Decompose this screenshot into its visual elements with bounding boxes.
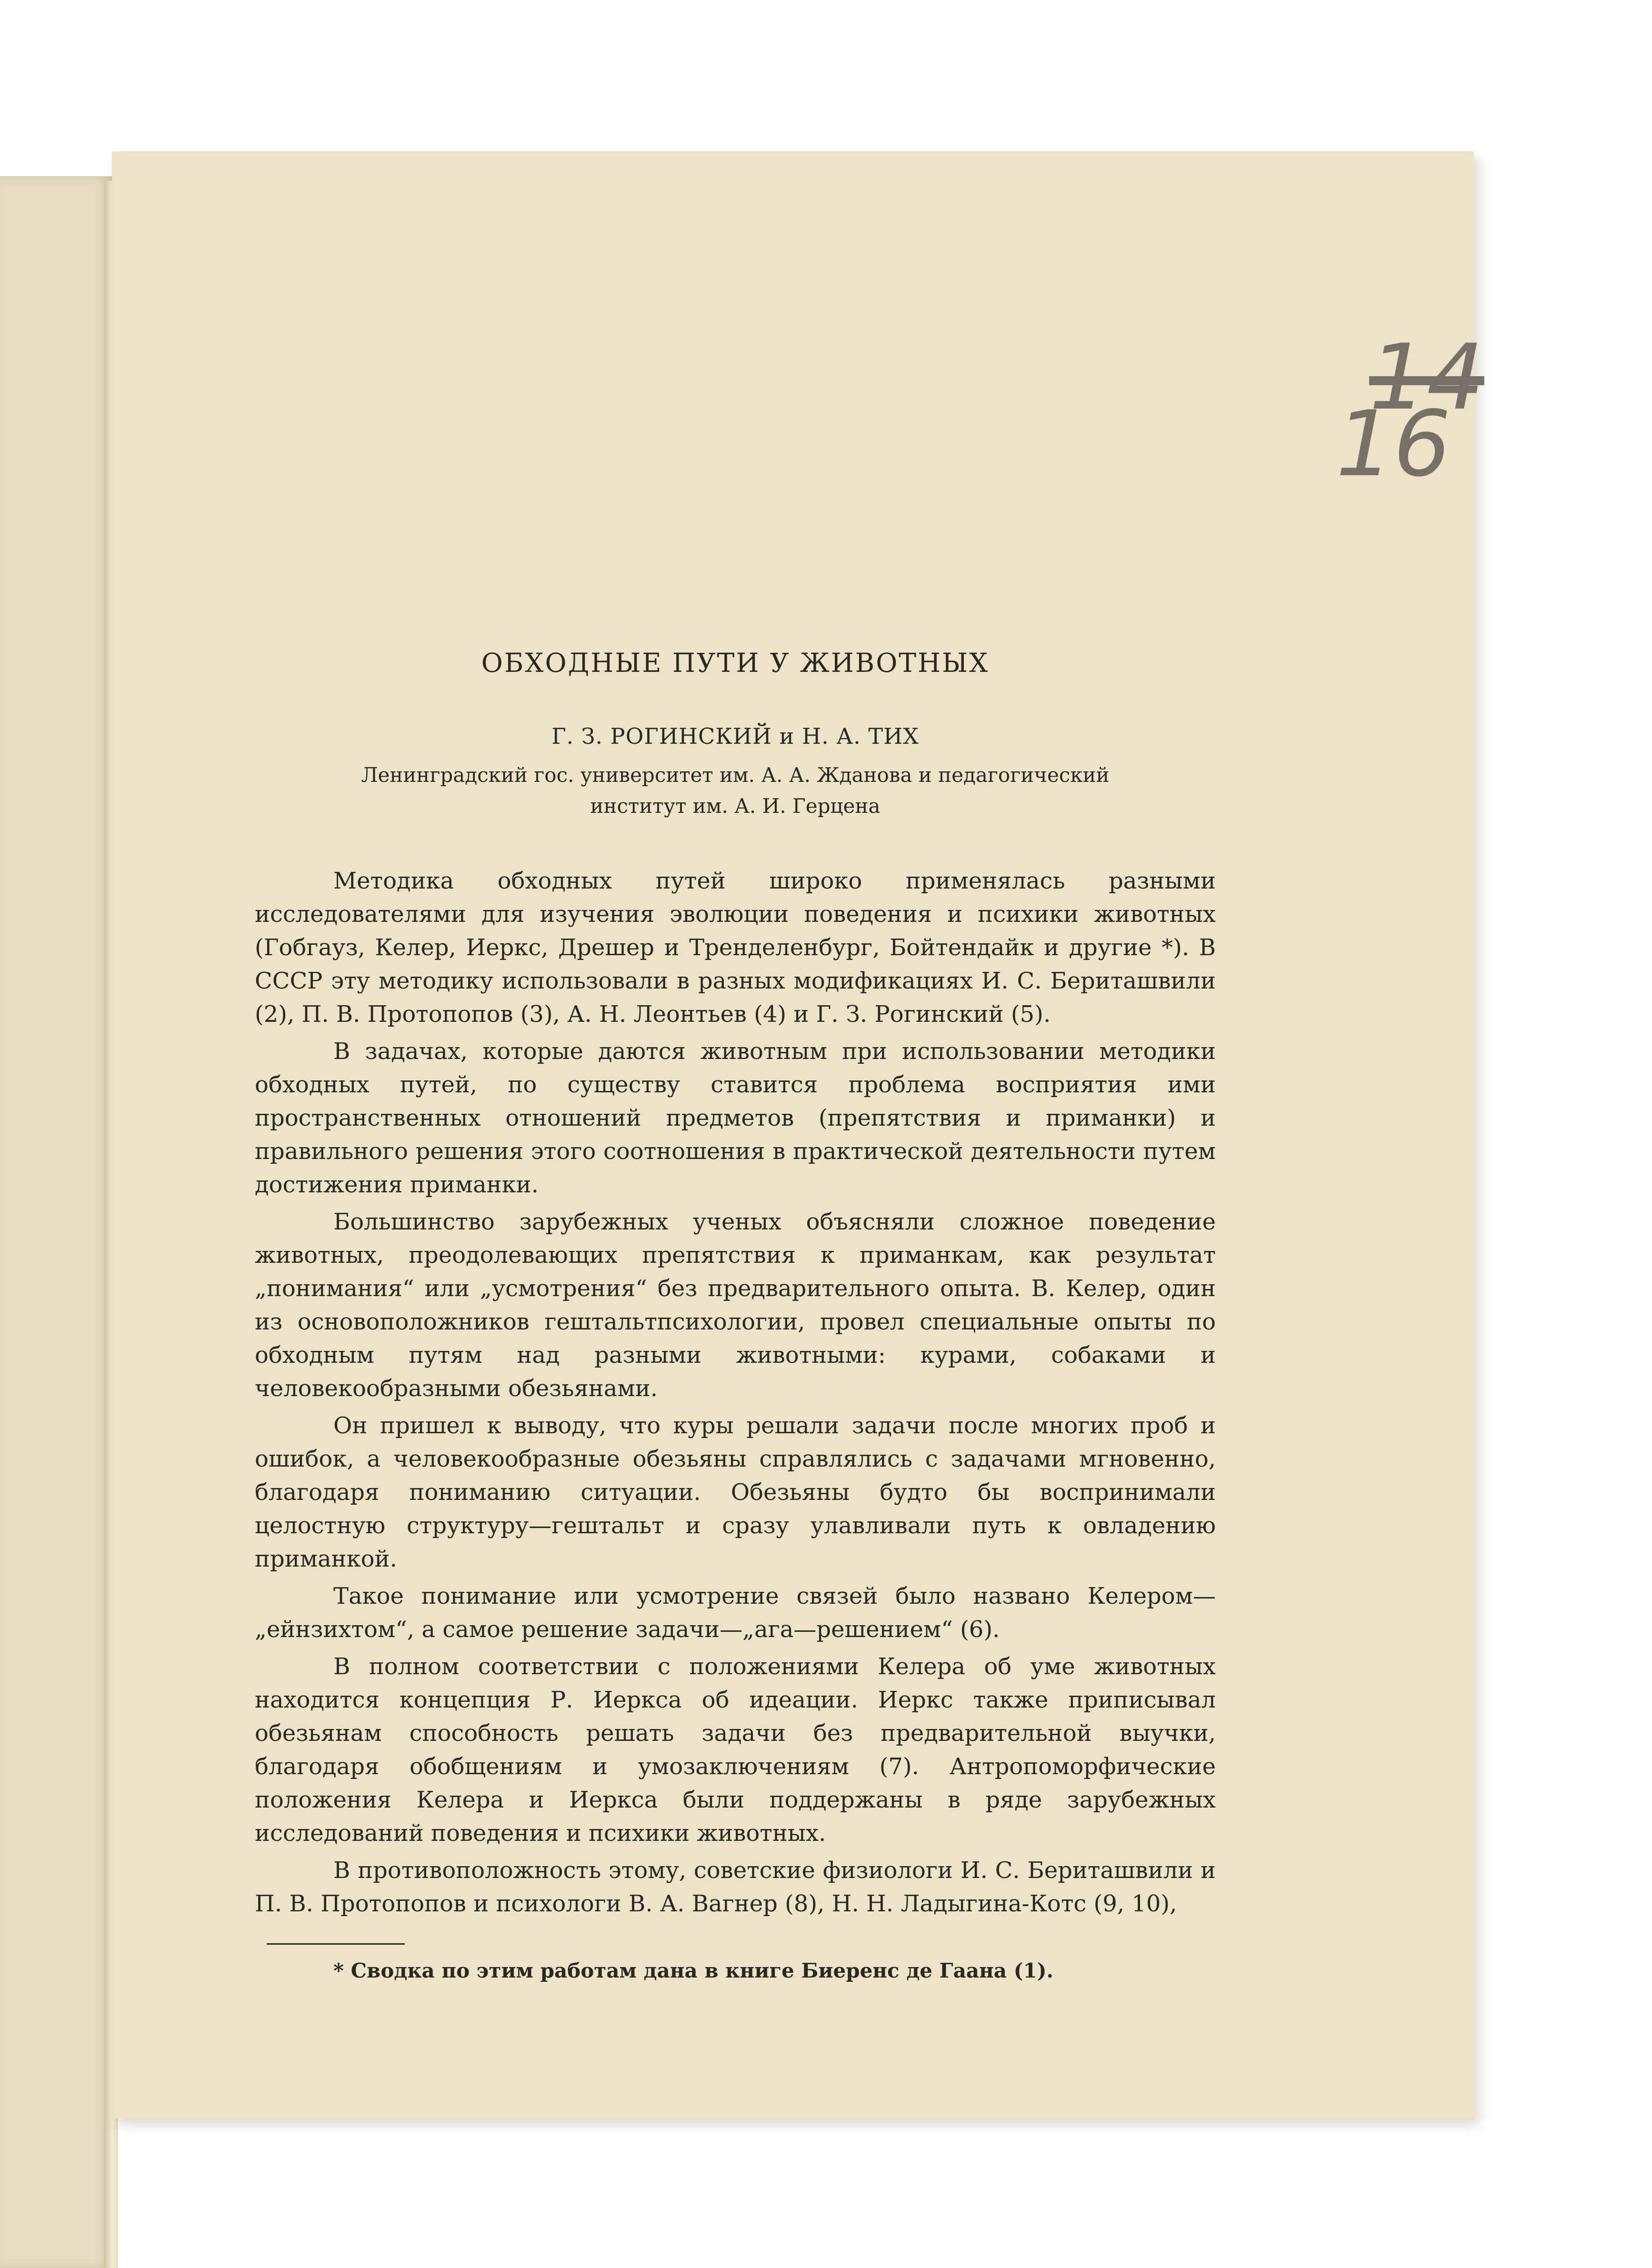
body-paragraph: В полном соответствии с положениями Келера об уме животных находится концепция Р. Иеркса об идеации. Иеркс также приписывал обезьянам способность решать задачи без предварительной выучки, благодаря обобщениям и умозаключениям (7). Антропоморфические положения Келера и Иеркса были поддержаны в ряде зарубежных исследований поведения и психики животных. [255,1653,1216,1847]
body-paragraph: Такое понимание или усмотрение связей было названо Келером—„ейнзихтом“, а самое решение задачи—„ага—решением“ (6). [255,1583,1216,1643]
author-affiliation [255,759,1216,821]
body-paragraph: В противоположность этому, советские физиологи И. С. Бериташвили и П. В. Протопопов и психологи В. А. Вагнер (8), Н. Н. Ладыгина-Котс (9, 10), [255,1857,1216,1917]
affiliation-line: институт им. А. И. Герцена [590,794,881,818]
article-content [255,648,1216,1982]
left-page [0,176,112,2268]
article-authors: Г. З. РОГИНСКИЙ и Н. А. ТИХ [551,723,919,749]
article-title: ОБХОДНЫЕ ПУТИ У ЖИВОТНЫХ [481,648,990,678]
handwritten-page-number: 16 [1336,391,1451,497]
handwritten-old-page-number: 14 [1369,325,1484,430]
body-paragraph: Методика обходных путей широко применялась разными исследователями для изучения эволюции поведения и психики животных (Гобгауз, Келер, Иеркс, Дрешер и Тренделенбург, Бойтендайк и другие *). В СССР эту методику использовали в разных модификациях И. С. Бериташвили (2), П. В. Протопопов (3), А. Н. Леонтьев (4) и Г. З. Рогинский (5). [255,868,1216,1028]
footnote-divider [267,1943,405,1945]
body-paragraph: Большинство зарубежных ученых объясняли сложное поведение животных, преодолевающих препятствия к приманкам, как результат „понимания“ или „усмотрения“ без предварительного опыта. В. Келер, один из основоположников гештальтпсихологии, провел специальные опыты по обходным путям над разными животными: курами, собаками и человекообразными обезьянами. [255,1209,1216,1402]
article-body [255,864,1216,1920]
body-paragraph: Он пришел к выводу, что куры решали задачи после многих проб и ошибок, а человекообразные обезьяны справлялись с задачами мгновенно, благодаря пониманию ситуации. Обезьяны будто бы воспринимали целостную структуру—гештальт и сразу улавливали путь к овладению приманкой. [255,1412,1216,1572]
body-paragraph: В задачах, которые даются животным при использовании методики обходных путей, по существу ставится проблема восприятия ими пространственных отношений предметов (препятствия и приманки) и правильного решения этого соотношения в практической деятельности путем достижения приманки. [255,1038,1216,1198]
affiliation-line: Ленинградский гос. университет им. А. А. Жданова и педагогический [361,763,1110,787]
footnote: * Сводка по этим работам дана в книге Биеренс де Гаана (1). [333,1959,1054,1982]
